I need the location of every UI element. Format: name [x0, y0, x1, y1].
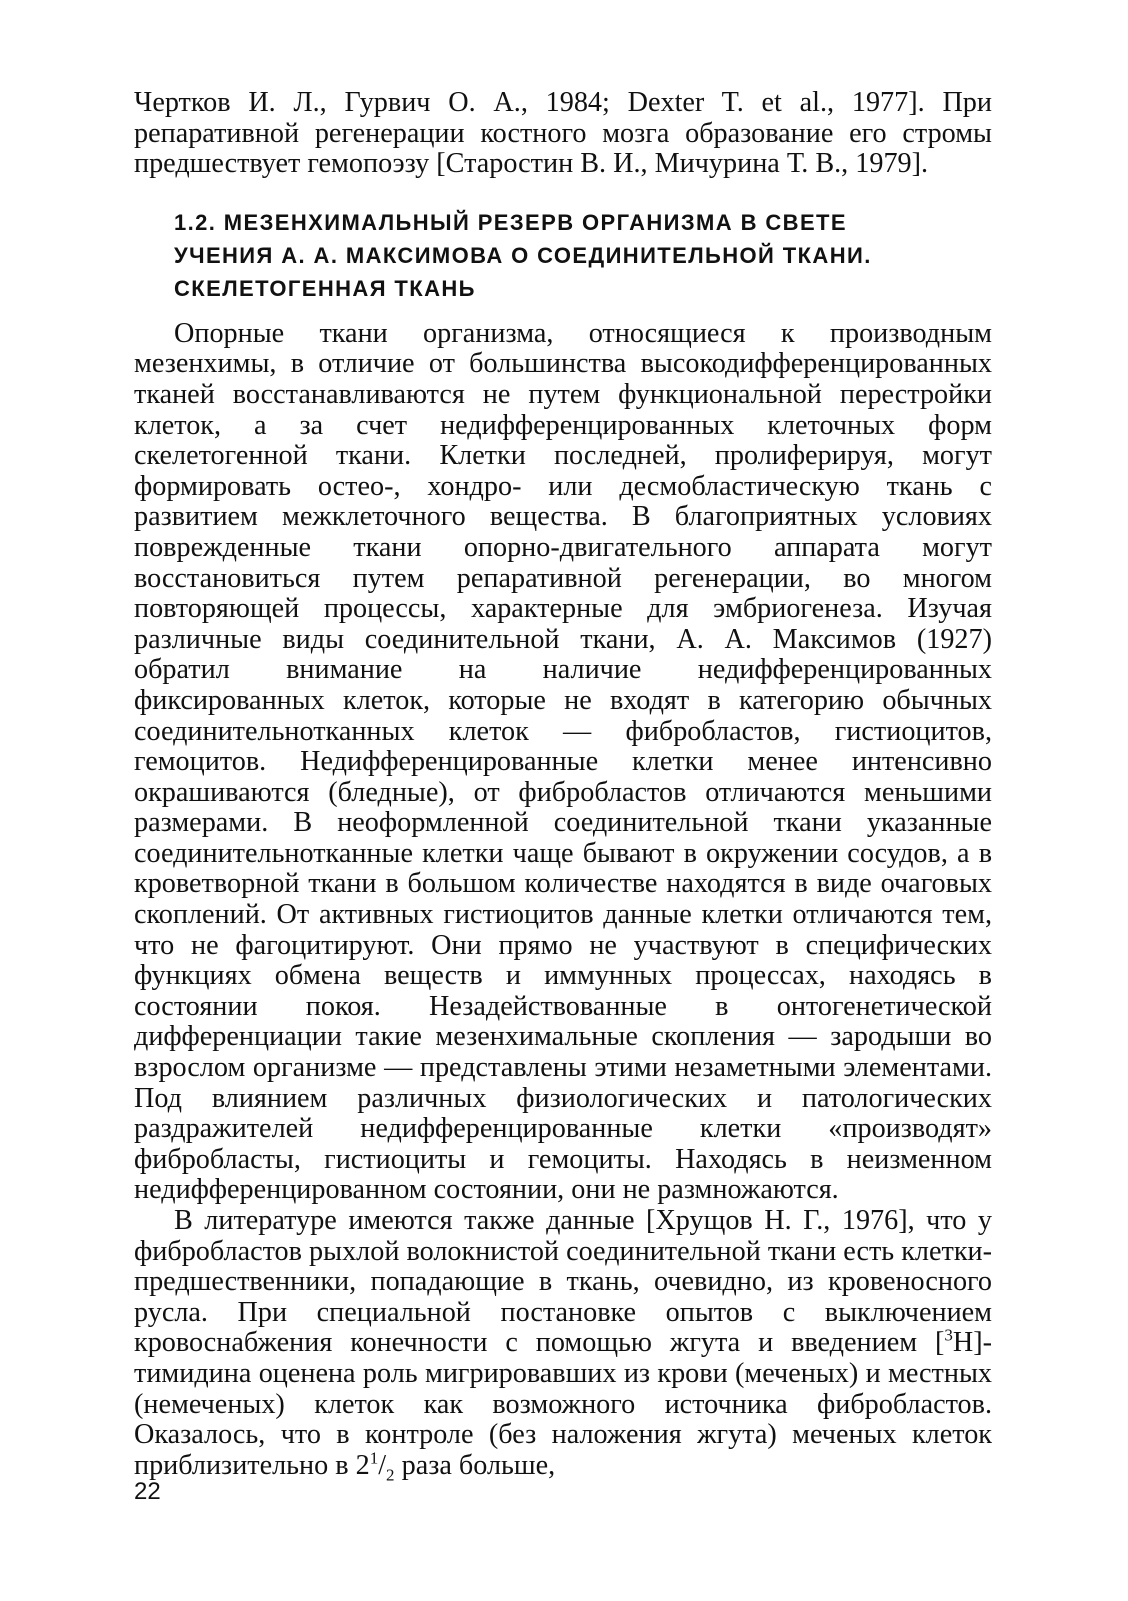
section-heading-line-3: СКЕЛЕТОГЕННАЯ ТКАНЬ: [174, 275, 476, 301]
section-heading: [174, 206, 992, 305]
section-heading-line-2: УЧЕНИЯ А. А. МАКСИМОВА О СОЕДИНИТЕЛЬНОЙ ТКАНИ.: [174, 242, 872, 268]
isotope-superscript: 3: [944, 1325, 953, 1345]
fraction-slash: /: [378, 1449, 387, 1481]
page-number: 22: [134, 1478, 161, 1505]
fraction-numerator: 1: [369, 1448, 379, 1468]
fraction-denominator: 2: [386, 1465, 395, 1485]
paragraph-2-text-a: В литературе имеются также данные [Хрущов Н. Г., 1976], что у фибробластов рыхлой волокнистой соединительной ткани есть клетки-предшественники, попадающие в ткань, очевидно, из кровеносного русла. При специальной постановке опытов с выключением кровоснабжения конечности с помощью жгута и введением [: [134, 1205, 992, 1359]
body-paragraph-2: [134, 1205, 992, 1485]
section-heading-line-1: 1.2. МЕЗЕНХИМАЛЬНЫЙ РЕЗЕРВ ОРГАНИЗМА В СВЕТЕ: [174, 209, 847, 235]
paragraph-2-text-b: H]-тимидина оценена роль мигрировавших из крови (меченых) и местных (немеченых) клеток как возможного источника фибробластов. Оказалось, что в контроле (без наложения жгута) меченых клеток приблизительно в 2: [134, 1327, 992, 1481]
body-paragraph-1: Опорные ткани организма, относящиеся к производным мезенхимы, в отличие от большинства высокодифференцированных тканей восстанавливаются не путем функциональной перестройки клеток, а за счет недифференцированных клеточных форм скелетогенной ткани. Клетки последней, пролиферируя, могут формировать остео-, хондро- или десмобластическую ткань с развитием межклеточного вещества. В благоприятных условиях поврежденные ткани опорно-двигательного аппарата могут восстановиться путем репаративной регенерации, во многом повторяющей процессы, характерные для эмбриогенеза. Изучая различные виды соединительной ткани, А. А. Максимов (1927) обратил внимание на наличие недифференцированных фиксированных клеток, которые не входят в категорию обычных соединительнотканных клеток — фибробластов, гистиоцитов, гемоцитов. Недифференцированные клетки менее интенсивно окрашиваются (бледные), от фибробластов отличаются меньшими размерами. В неоформленной соединительной ткани указанные соединительнотканные клетки чаще бывают в окружении сосудов, а в кроветворной ткани в большом количестве находятся в виде очаговых скоплений. От активных гистиоцитов данные клетки отличаются тем, что не фагоцитируют. Они прямо не участвуют в специфических функциях обмена веществ и иммунных процессах, находясь в состоянии покоя. Незадействованные в онтогенетической дифференциации такие мезенхимальные скопления — зародыши во взрослом организме — представлены этими незаметными элементами. Под влиянием различных физиологических и патологических раздражителей недифференцированные клетки «производят» фибробласты, гистиоциты и гемоциты. Находясь в неизменном недифференцированном состоянии, они не размножаются.: [134, 317, 992, 1206]
text-column: [134, 87, 992, 1485]
intro-paragraph: Чертков И. Л., Гурвич О. А., 1984; Dexter T. et al., 1977]. При репаративной регенерации костного мозга образование его стромы предшествует гемопоэзу [Старостин В. И., Мичурина Т. В., 1979].: [134, 87, 992, 180]
paragraph-2-text-c: раза больше,: [394, 1449, 556, 1481]
